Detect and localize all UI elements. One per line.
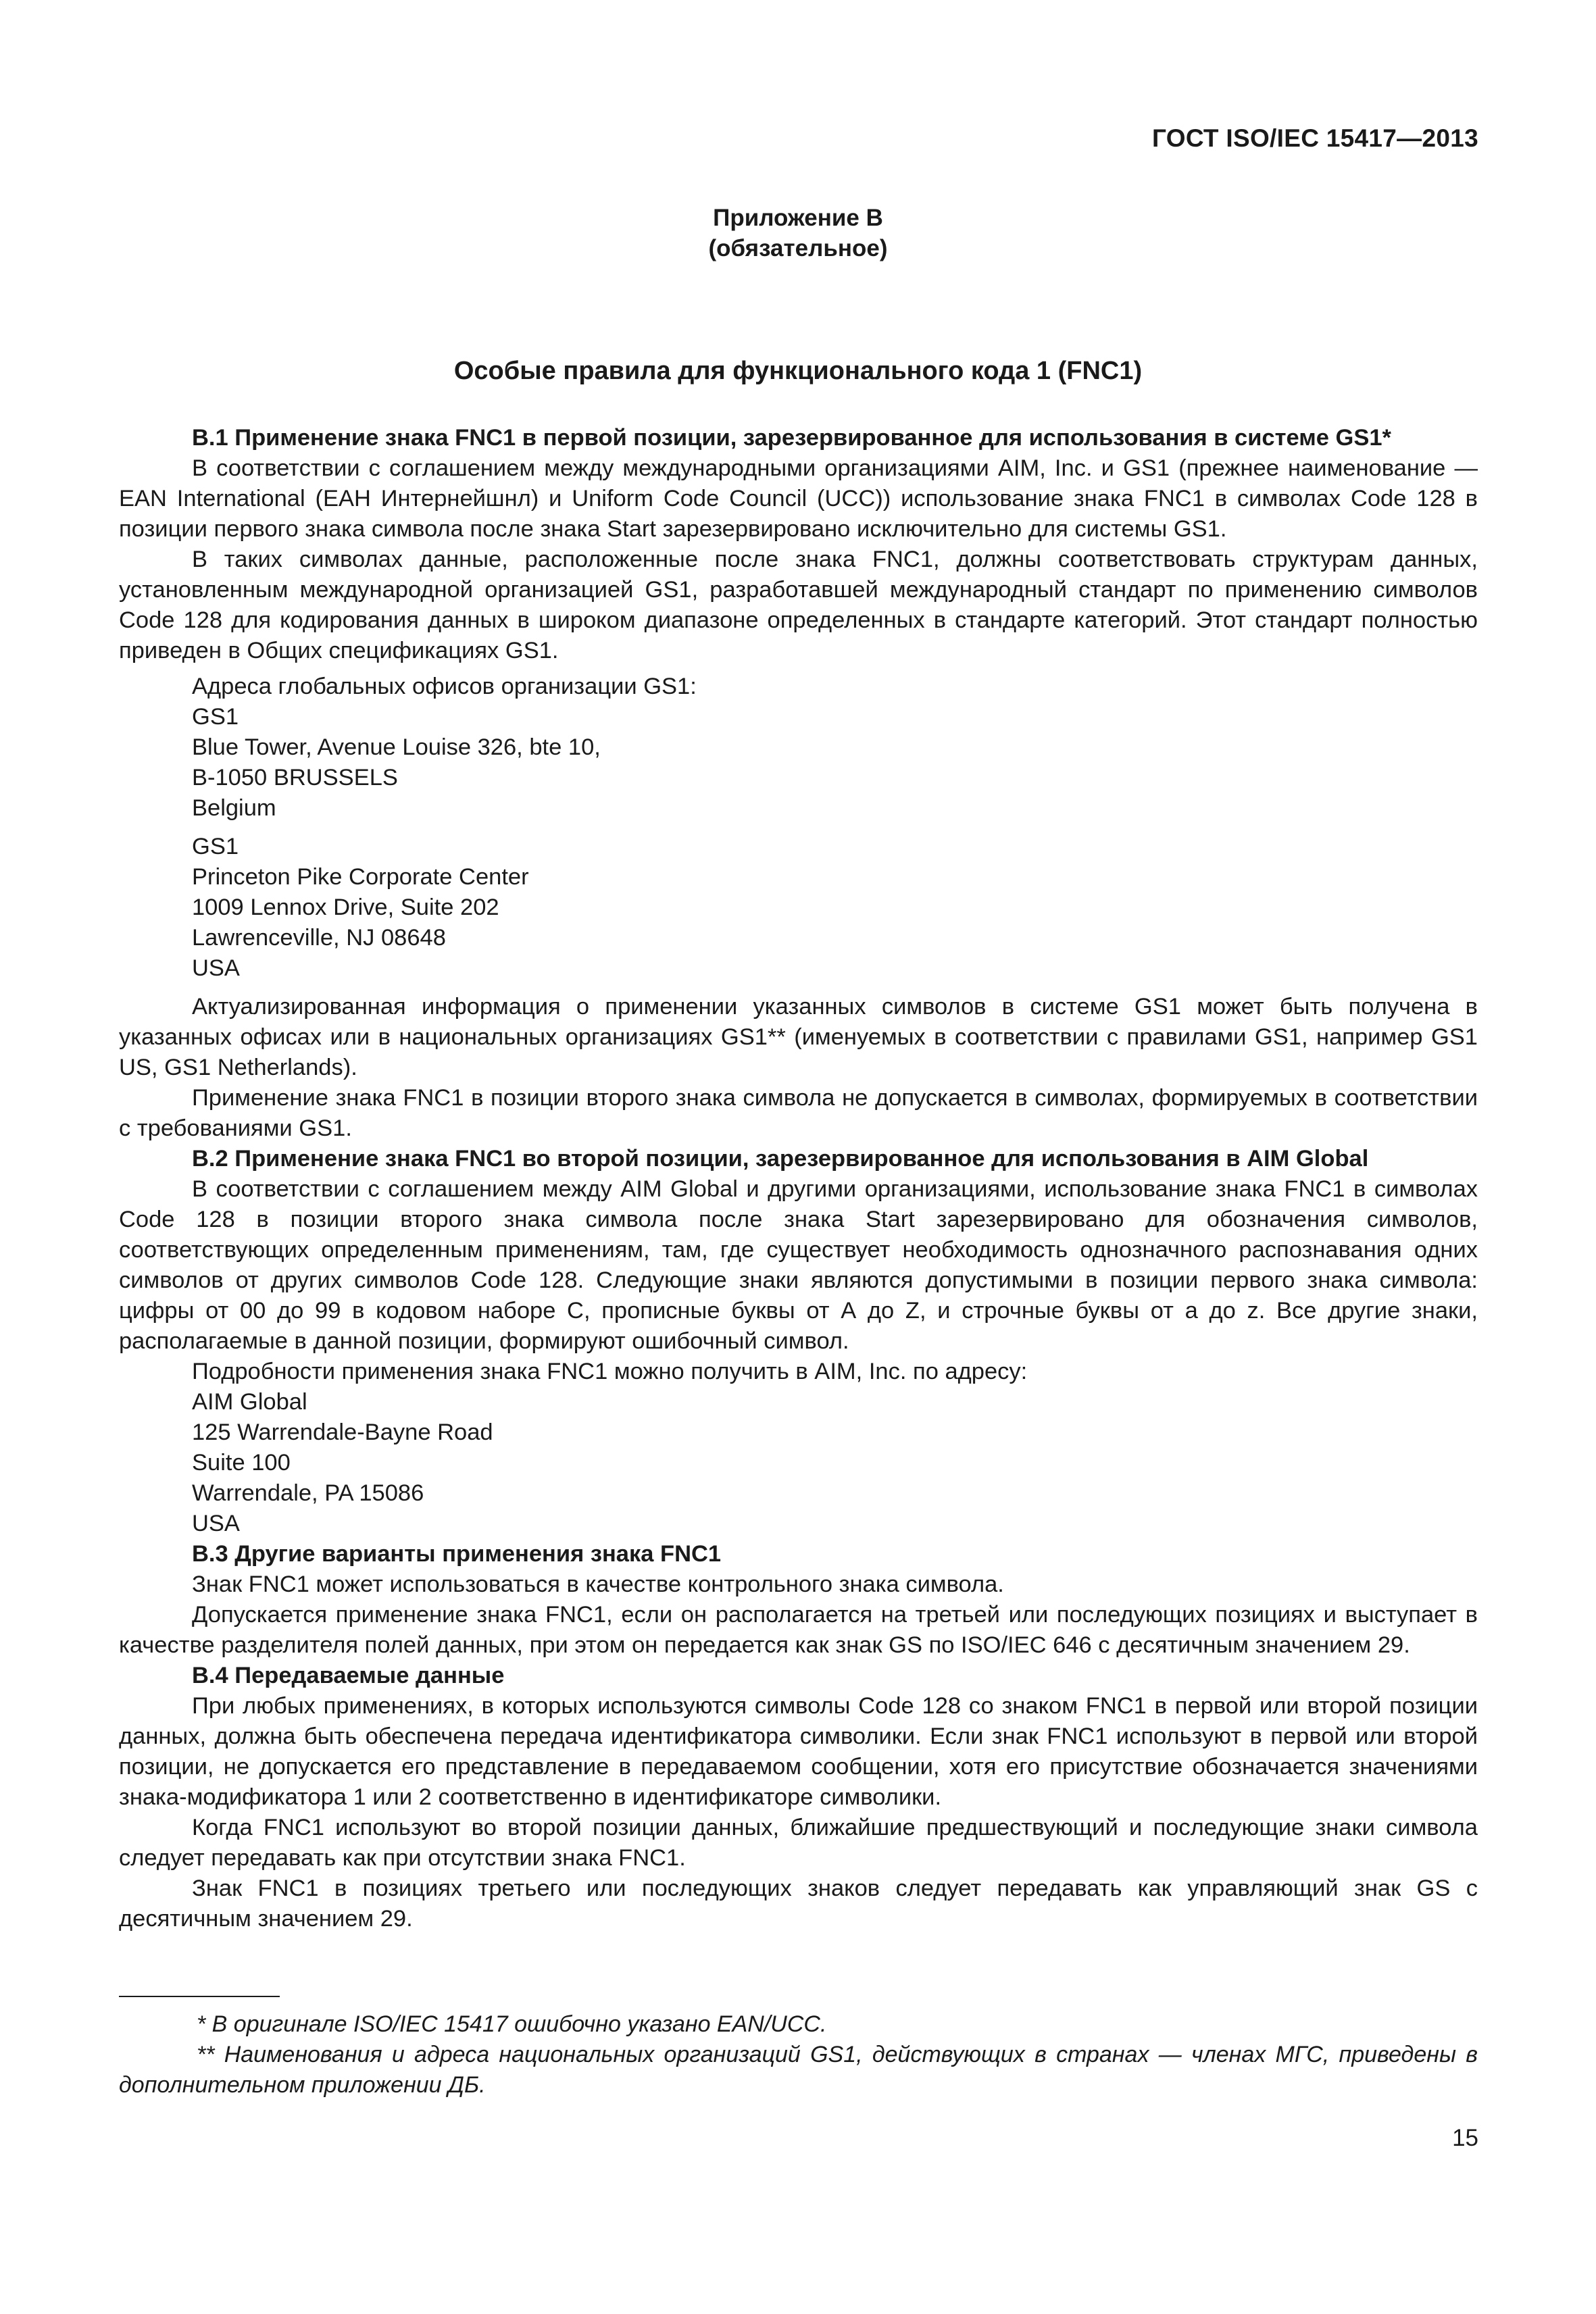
address-line: Princeton Pike Corporate Center [192, 864, 529, 890]
annex-status: (обязательное) [708, 235, 888, 261]
footnotes [119, 2009, 1478, 2101]
section-b2-heading: В.2 Применение знака FNC1 во второй позиции, зарезервированное для использования в AIM Global [192, 1146, 1369, 1172]
address-line: GS1 [192, 704, 239, 730]
address-line: Lawrenceville, NJ 08648 [192, 925, 446, 951]
section-b1-paragraph: В таких символах данные, расположенные после знака FNC1, должны соответствовать структурам данных, установленным международной организацией GS1, разработавшей международный стандарт по применению символов Code 128 для кодирования данных в широком диапазоне определенных в стандарте категорий. Этот стандарт полностью приведен в Общих спецификациях GS1. [119, 547, 1478, 663]
annex-label: Приложение В [713, 205, 883, 231]
address-line: Blue Tower, Avenue Louise 326, bte 10, [192, 734, 601, 760]
footnote: * В оригинале ISO/IEC 15417 ошибочно указано EAN/UCC. [197, 2011, 827, 2037]
footnote-separator [119, 1996, 280, 1997]
address-line: B-1050 BRUSSELS [192, 765, 398, 790]
annex-title: Особые правила для функционального кода 1 (FNC1) [453, 357, 1143, 385]
gs1-usa-address [119, 832, 1478, 984]
section-b1-paragraph: Применение знака FNC1 в позиции второго знака символа не допускается в символах, формируемых в соответствии с требованиями GS1. [119, 1085, 1478, 1141]
document-header: ГОСТ ISO/IEC 15417—2013 [1151, 124, 1478, 152]
section-b1-paragraph: Адреса глобальных офисов организации GS1: [192, 674, 697, 699]
annex-body [119, 423, 1478, 1934]
address-line: USA [192, 1511, 240, 1536]
address-line: Suite 100 [192, 1450, 291, 1476]
address-line: GS1 [192, 834, 239, 859]
section-b4-paragraph: Знак FNC1 в позициях третьего или последующих знаков следует передавать как управляющий знак GS с десятичным значением 29. [119, 1876, 1478, 1932]
section-b4-paragraph: При любых применениях, в которых используются символы Code 128 со знаком FNC1 в первой или второй позиции данных, должна быть обеспечена передача идентификатора символики. Если знак FNC1 используют в первой или второй позиции, не допускается его представление в передаваемом сообщении, хотя его присутствие обозначается значениями знака-модификатора 1 или 2 соответственно в идентификаторе символики. [119, 1693, 1478, 1810]
gs1-brussels-address [119, 702, 1478, 824]
section-b2-paragraph: Подробности применения знака FNC1 можно получить в AIM, Inc. по адресу: [192, 1359, 1028, 1384]
section-b1-paragraph: В соответствии с соглашением между международными организациями AIM, Inc. и GS1 (прежнее наименование — EAN International (ЕАН Интернейшнл) и Uniform Code Council (UCC)) использование знака FNC1 в символах Code 128 в позиции первого знака символа после знака Start зарезервировано исключительно для системы GS1. [119, 455, 1478, 542]
section-b4-paragraph: Когда FNC1 используют во второй позиции данных, ближайшие предшествующий и последующие знаки символа следует передавать как при отсутствии знака FNC1. [119, 1815, 1478, 1871]
address-line: AIM Global [192, 1389, 307, 1415]
section-b3-heading: В.3 Другие варианты применения знака FNC1 [192, 1541, 722, 1567]
address-line: 1009 Lennox Drive, Suite 202 [192, 895, 499, 920]
section-b1-heading: В.1 Применение знака FNC1 в первой позиции, зарезервированное для использования в системе GS1* [192, 425, 1391, 451]
address-line: USA [192, 955, 240, 981]
address-line: 125 Warrendale-Bayne Road [192, 1419, 493, 1445]
aim-global-address [119, 1387, 1478, 1539]
section-b3-paragraph: Допускается применение знака FNC1, если он располагается на третьей или последующих позициях и выступает в качестве разделителя полей данных, при этом он передается как знак GS по ISO/IEC 646 с десятичным значением 29. [119, 1602, 1478, 1658]
section-b4-heading: В.4 Передаваемые данные [192, 1663, 505, 1688]
page-number: 15 [1452, 2125, 1478, 2151]
address-line: Belgium [192, 795, 276, 821]
section-b1-paragraph: Актуализированная информация о применении указанных символов в системе GS1 может быть получена в указанных офисах или в национальных организациях GS1** (именуемых в соответствии с правилами GS1, например GS1 US, GS1 Netherlands). [119, 994, 1478, 1080]
section-b2-paragraph: В соответствии с соглашением между AIM Global и другими организациями, использование знака FNC1 в символах Code 128 в позиции второго знака символа после знака Start зарезервировано для обозначения символов, соответствующих определенным применениям, там, где существует необходимость однозначного распознавания одних символов от других символов Code 128. Следующие знаки являются допустимыми в позиции первого знака символа: цифры от 00 до 99 в кодовом наборе С, прописные буквы от А до Z, и строчные буквы от a до z. Все другие знаки, располагаемые в данной позиции, формируют ошибочный символ. [119, 1176, 1478, 1354]
address-line: Warrendale, PA 15086 [192, 1480, 424, 1506]
footnote: ** Наименования и адреса национальных организаций GS1, действующих в странах — членах МГС, приведены в дополнительном приложении ДБ. [119, 2042, 1478, 2098]
annex-heading [0, 203, 1596, 263]
section-b3-paragraph: Знак FNC1 может использоваться в качестве контрольного знака символа. [192, 1571, 1004, 1597]
